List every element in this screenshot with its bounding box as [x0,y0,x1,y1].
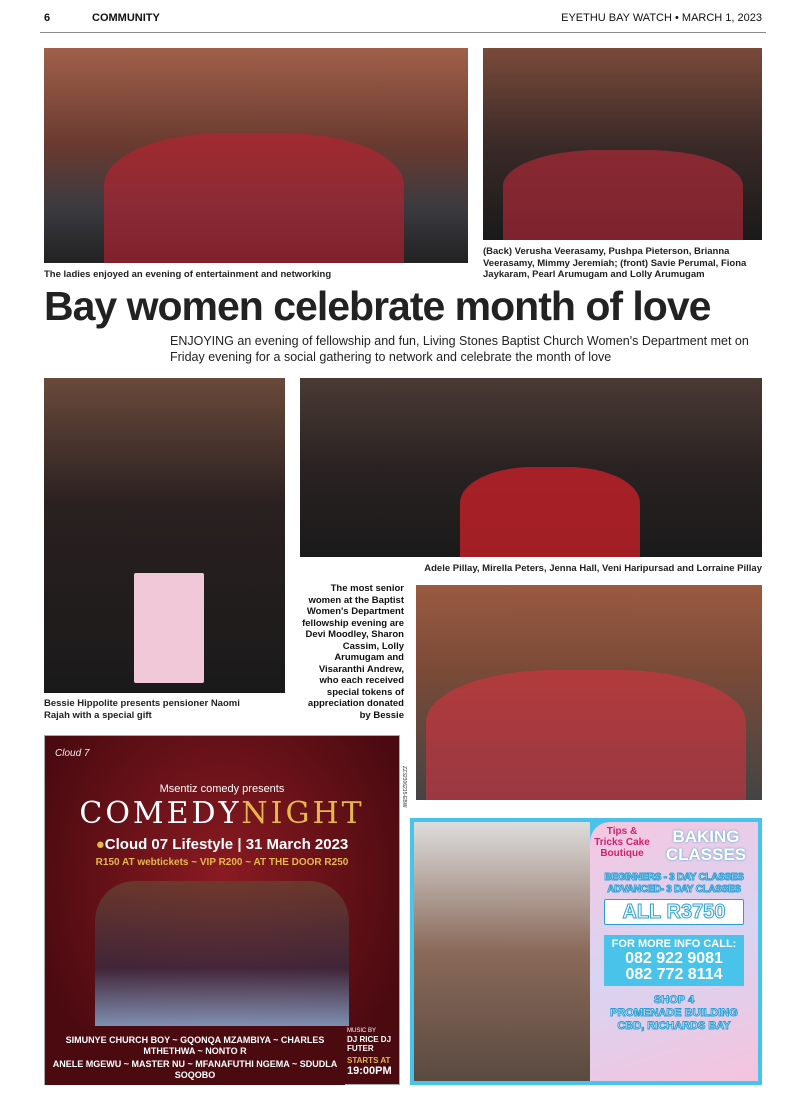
photo-caption: Bessie Hippolite presents pensioner Naomi Rajah with a special gift [44,698,240,721]
photo-senior-women [416,585,762,800]
ad-baking-brand: Tips & Tricks Cake Boutique [594,826,650,859]
ad-baking-phone[interactable]: 082 772 8114 [625,966,723,983]
ad-baking-address: SHOP 4 [653,994,695,1006]
ad-venue: Cloud 07 Lifestyle [104,836,234,853]
ad-baking-line: BEGINNERS - 3 DAY CLASSES [604,872,744,883]
ad-start-time: 19:00PM [347,1065,392,1077]
ad-logo: Cloud 7 [55,748,90,759]
ad-lineup: SIMUNYE CHURCH BOY ~ GQONQA MZAMBIYA ~ CHARLES MTHETHWA ~ NONTO R [65,1034,325,1056]
ad-baking-photo [414,822,590,1081]
photo-caption: The most senior women at the Baptist Women's Department fellowship evening are Devi Moodley, Sharon Cassim, Lolly Arumugam and Visaranthi Andrew, who each received special tokens of appreciation donated by Bessie [302,583,404,721]
ad-comedians-photo [95,881,349,1026]
page-number: 6 [44,12,51,24]
photo-caption: The ladies enjoyed an evening of entertainment and networking [44,269,332,280]
ad-presenter: Msentiz comedy presents [159,783,285,795]
ad-starts-label: STARTS AT [347,1056,391,1065]
ad-baking-line: ADVANCED- 3 DAY CLASSES [607,884,741,895]
ad-title-gold: NIGHT [241,796,365,831]
comedy-night-ad[interactable]: Cloud 7 Msentiz comedy presents COMEDYNIGHT ●Cloud 07 Lifestyle | 31 March 2023 R150 AT webtickets ~ VIP R200 ~ AT THE DOOR R250 SIMUNYE CHURCH BOY ~ GQONQA MZAMBIYA ~ CHARLES MTHETHWA ~ NONTO R ANELE MGEWU ~ MASTER NU ~ MFANAFUTHI NGEMA ~ SDUDLA SOQOBO MUSIC BY DJ RICE DJ FUTER STARTS AT 19:00PM ZZ32306215-EBW [44,735,400,1085]
ad-baking-address: PROMENADE BUILDING [610,1007,738,1019]
ad-baking-phone[interactable]: 082 922 9081 [625,950,723,967]
publication-date: EYETHU BAY WATCH • MARCH 1, 2023 [561,12,762,24]
ad-baking-info: FOR MORE INFO CALL: [611,938,737,950]
ad-music: DJ RICE DJ FUTER [347,1035,392,1053]
ad-lineup: ANELE MGEWU ~ MASTER NU ~ MFANAFUTHI NGEMA ~ SDUDLA SOQOBO [52,1058,338,1080]
ad-title: COMEDY [79,796,242,831]
ad-baking-price: ALL R3750 [604,899,744,925]
photo-gift-presentation [44,378,285,693]
ad-baking-address: CBD, RICHARDS BAY [617,1020,731,1032]
photo-caption: (Back) Verusha Veerasamy, Pushpa Pieterson, Brianna Veerasamy, Mimmy Jeremiah; (front) Savie Perumal, Fiona Jaykaram, Pearl Arumugam and Lolly Arumugam [483,246,747,280]
photo-ladies-evening [44,48,468,263]
baking-classes-ad[interactable] [410,818,762,1085]
photo-caption: Adele Pillay, Mirella Peters, Jenna Hall, Veni Haripursad and Lorraine Pillay [424,563,762,574]
location-pin-icon: ● [95,836,105,853]
header-rule [40,32,766,33]
photo-veerasamy-group [483,48,762,240]
ad-date: 31 March 2023 [245,836,349,853]
headline: Bay women celebrate month of love [44,283,711,329]
photo-five-women [300,378,762,557]
section-name: COMMUNITY [92,12,160,24]
ad-prices: R150 AT webtickets ~ VIP R200 ~ AT THE DOOR R250 [95,857,349,868]
ad-ref: ZZ32306215-EBW [401,766,407,808]
ad-music-label: MUSIC BY [347,1028,377,1034]
article-intro: ENJOYING an evening of fellowship and fun, Living Stones Baptist Church Women's Department met on Friday evening for a social gathering to network and celebrate the month of love [170,334,749,364]
ad-baking-title: BAKING CLASSES [665,827,747,864]
